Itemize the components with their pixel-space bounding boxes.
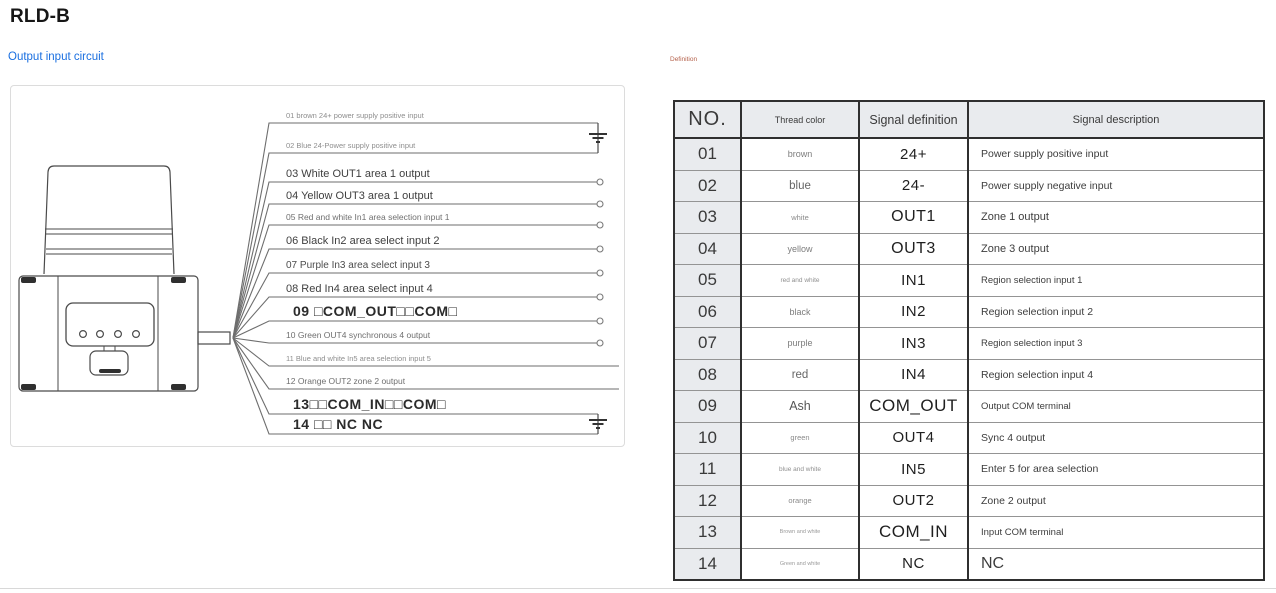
cell-signal-definition: OUT2 xyxy=(859,485,968,517)
cell-no: 14 xyxy=(674,548,741,580)
panel-connector-links xyxy=(104,346,115,351)
col-header-signal-description: Signal description xyxy=(968,101,1264,138)
cell-thread-color: purple xyxy=(741,328,859,360)
cell-thread-color: red and white xyxy=(741,265,859,297)
cell-signal-description: Power supply positive input xyxy=(968,138,1264,170)
cell-signal-description: Region selection input 1 xyxy=(968,265,1264,297)
wire-terminal-circle xyxy=(597,270,603,276)
cell-signal-definition: IN5 xyxy=(859,454,968,486)
cell-no: 02 xyxy=(674,170,741,202)
cell-signal-definition: IN1 xyxy=(859,265,968,297)
wire-12 xyxy=(233,338,619,389)
bottom-divider xyxy=(0,588,1276,589)
cell-no: 11 xyxy=(674,454,741,486)
cell-no: 13 xyxy=(674,517,741,549)
table-row xyxy=(674,548,1264,580)
table-row xyxy=(674,454,1264,486)
cell-signal-description: Region selection input 3 xyxy=(968,328,1264,360)
cell-no: 12 xyxy=(674,485,741,517)
cell-no: 04 xyxy=(674,233,741,265)
wire-14 xyxy=(233,338,598,434)
table-row xyxy=(674,422,1264,454)
cell-signal-definition: 24+ xyxy=(859,138,968,170)
table-row xyxy=(674,296,1264,328)
table-row xyxy=(674,328,1264,360)
cell-no: 10 xyxy=(674,422,741,454)
cell-thread-color: green xyxy=(741,422,859,454)
pin-definition-table xyxy=(673,100,1265,581)
col-header-signal-definition: Signal definition xyxy=(859,101,968,138)
cell-signal-description: Sync 4 output xyxy=(968,422,1264,454)
ground-symbol xyxy=(589,123,607,153)
cell-signal-description: NC xyxy=(968,548,1264,580)
wire-label: 03 White OUT1 area 1 output xyxy=(286,168,430,180)
ground-symbol xyxy=(589,414,607,434)
cell-signal-definition: 24- xyxy=(859,170,968,202)
wire-05 xyxy=(233,212,603,338)
wire-label: 01 brown 24+ power supply positive input xyxy=(286,111,424,120)
lidar-device-drawing xyxy=(19,166,230,391)
wire-label: 13□□COM_IN□□COM□ xyxy=(293,396,446,412)
table-row xyxy=(674,485,1264,517)
table-row xyxy=(674,391,1264,423)
dome-band-lines xyxy=(45,229,173,254)
cell-thread-color: red xyxy=(741,359,859,391)
table-row xyxy=(674,202,1264,234)
wire-label: 14 □□ NC NC xyxy=(293,416,384,432)
wiring-diagram-panel xyxy=(10,85,625,447)
wire-terminal-circle xyxy=(597,318,603,324)
table-row xyxy=(674,359,1264,391)
wire-label: 11 Blue and white In5 area selection input 5 xyxy=(286,354,431,363)
wire-label: 10 Green OUT4 synchronous 4 output xyxy=(286,330,431,340)
wire-label: 02 Blue 24-Power supply positive input xyxy=(286,141,416,150)
cell-signal-description: Power supply negative input xyxy=(968,170,1264,202)
wire-terminal-circle xyxy=(597,201,603,207)
cell-signal-description: Input COM terminal xyxy=(968,517,1264,549)
cell-no: 07 xyxy=(674,328,741,360)
wire-terminal-circle xyxy=(597,246,603,252)
wire-label: 05 Red and white In1 area selection input 1 xyxy=(286,212,450,222)
col-header-thread-color: Thread color xyxy=(741,101,859,138)
table-row xyxy=(674,265,1264,297)
cell-thread-color: black xyxy=(741,296,859,328)
wire-label: 04 Yellow OUT3 area 1 output xyxy=(286,190,433,202)
cell-no: 08 xyxy=(674,359,741,391)
device-dome xyxy=(44,166,174,274)
cell-thread-color: Brown and white xyxy=(741,517,859,549)
wires-group xyxy=(233,111,619,434)
cell-signal-definition: COM_OUT xyxy=(859,391,968,423)
cable-stub xyxy=(198,332,230,344)
device-body xyxy=(19,276,198,391)
table-row xyxy=(674,517,1264,549)
cell-thread-color: blue xyxy=(741,170,859,202)
cell-thread-color: Ash xyxy=(741,391,859,423)
cell-signal-definition: COM_IN xyxy=(859,517,968,549)
cell-thread-color: orange xyxy=(741,485,859,517)
output-input-circuit-link[interactable]: Output input circuit xyxy=(8,51,104,63)
indicator-leds xyxy=(80,331,140,338)
wire-label: 08 Red In4 area select input 4 xyxy=(286,283,433,295)
cell-thread-color: Green and white xyxy=(741,548,859,580)
wire-10 xyxy=(233,330,603,346)
cell-signal-description: Zone 1 output xyxy=(968,202,1264,234)
cell-no: 01 xyxy=(674,138,741,170)
cell-signal-definition: OUT1 xyxy=(859,202,968,234)
table-header-row xyxy=(674,101,1264,138)
cell-thread-color: brown xyxy=(741,138,859,170)
cell-signal-definition: OUT4 xyxy=(859,422,968,454)
cell-signal-definition: IN3 xyxy=(859,328,968,360)
cell-signal-definition: IN4 xyxy=(859,359,968,391)
cell-signal-description: Enter 5 for area selection xyxy=(968,454,1264,486)
wire-terminal-circle xyxy=(597,340,603,346)
col-header-no: NO. xyxy=(674,101,741,138)
indicator-panel xyxy=(66,303,154,346)
wire-terminal-circle xyxy=(597,222,603,228)
cell-signal-description: Region selection input 2 xyxy=(968,296,1264,328)
table-row xyxy=(674,170,1264,202)
cell-signal-description: Output COM terminal xyxy=(968,391,1264,423)
wire-label: 12 Orange OUT2 zone 2 output xyxy=(286,376,406,386)
wire-11 xyxy=(233,338,619,366)
cell-signal-definition: NC xyxy=(859,548,968,580)
table-row xyxy=(674,233,1264,265)
table-row xyxy=(674,138,1264,170)
cell-signal-description: Region selection input 4 xyxy=(968,359,1264,391)
page-title: RLD-B xyxy=(10,6,71,27)
wire-line xyxy=(233,338,598,434)
cell-no: 05 xyxy=(674,265,741,297)
wire-label: 09 □COM_OUT□□COM□ xyxy=(293,303,458,319)
wire-07 xyxy=(233,260,603,338)
cell-signal-description: Zone 3 output xyxy=(968,233,1264,265)
cell-signal-description: Zone 2 output xyxy=(968,485,1264,517)
cell-thread-color: white xyxy=(741,202,859,234)
cell-thread-color: blue and white xyxy=(741,454,859,486)
pin-table-body xyxy=(674,138,1264,580)
wiring-diagram-svg xyxy=(11,86,624,446)
wire-label: 07 Purple In3 area select input 3 xyxy=(286,260,430,271)
wire-label: 06 Black In2 area select input 2 xyxy=(286,235,440,247)
connector-pad xyxy=(99,369,121,373)
definition-link[interactable]: Definition xyxy=(670,56,698,63)
body-inner-lines xyxy=(58,276,158,391)
cell-thread-color: yellow xyxy=(741,233,859,265)
cell-no: 03 xyxy=(674,202,741,234)
wire-terminal-circle xyxy=(597,294,603,300)
cell-signal-definition: IN2 xyxy=(859,296,968,328)
cell-no: 09 xyxy=(674,391,741,423)
cell-signal-definition: OUT3 xyxy=(859,233,968,265)
wire-terminal-circle xyxy=(597,179,603,185)
cell-no: 06 xyxy=(674,296,741,328)
